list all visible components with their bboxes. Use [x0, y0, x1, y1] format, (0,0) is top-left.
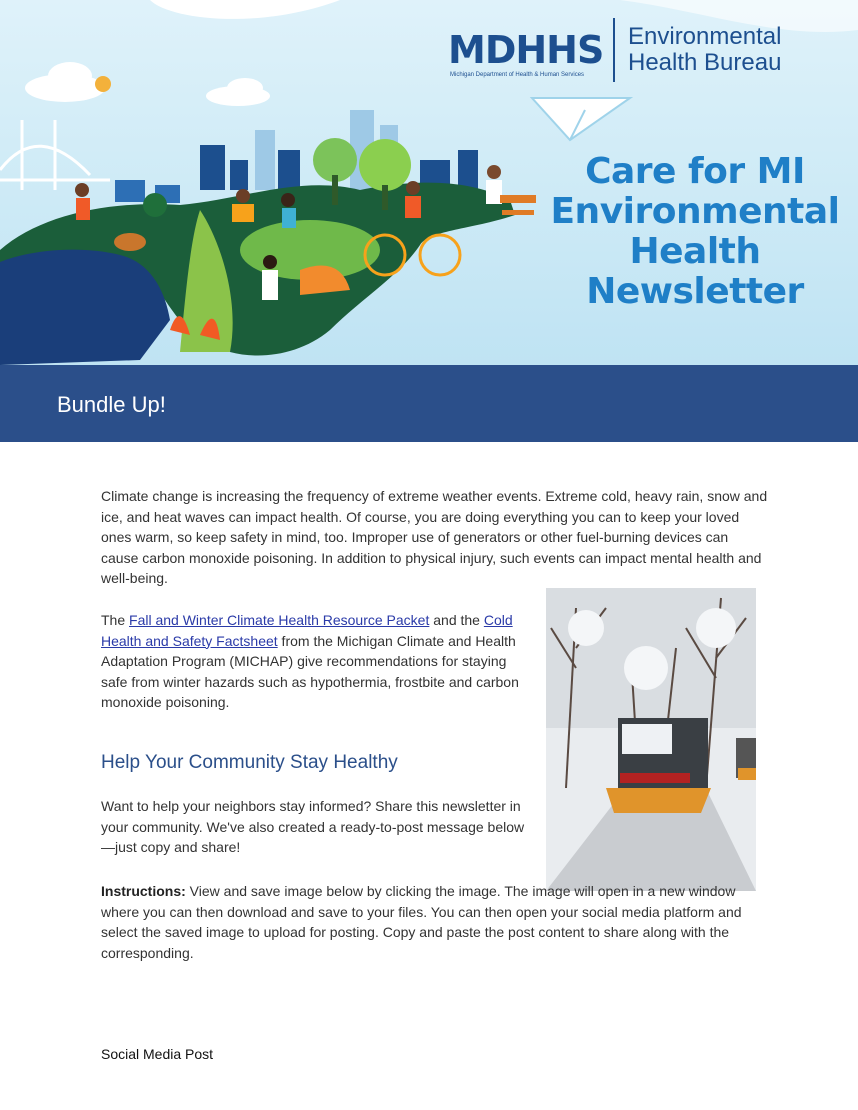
sun-icon — [95, 76, 111, 92]
bureau-line-2: Health Bureau — [628, 49, 782, 76]
title-line-4: Newsletter — [586, 271, 804, 312]
instructions-label: Instructions: — [101, 883, 186, 899]
social-media-post-label: Social Media Post — [101, 1046, 214, 1062]
resource-mid: and the — [429, 612, 484, 628]
bureau-name — [628, 24, 781, 76]
intro-paragraph: Climate change is increasing the frequency of extreme weather events. Extreme cold, heavy rain, snow and ice, and heat waves can impact health. Of course, you are doing everything you can to keep your loved ones warm, so keep safety in mind, too. Improper use of generators or other fuel-burning devices can cause carbon monoxide poisoning. In addition to physical injury, such events can impact mental health and well-being. — [101, 488, 768, 586]
title-line-1: Care for MI — [585, 151, 805, 192]
title-line-2: Environmental — [550, 191, 840, 232]
title-line-3: Health — [629, 231, 761, 272]
section-title: Bundle Up! — [57, 392, 166, 417]
instructions-paragraph — [101, 881, 751, 963]
snowplow-image — [546, 588, 756, 891]
resource-suffix: from the Michigan Climate and Health Adaptation Program (MICHAP) give recommendations for staying safe from winter hazards such as hypothermia, frostbite and carbon monoxide poisoning. — [101, 632, 519, 710]
resource-packet-link[interactable]: Fall and Winter Climate Health Resource Packet — [129, 612, 430, 628]
logo-divider — [613, 18, 615, 82]
snowplow-photo — [546, 588, 756, 891]
community-paragraph: Want to help your neighbors stay informed? Share this newsletter in your community. We've also created a ready-to-post message below—just copy and share! — [101, 798, 525, 855]
logo-mark: MDHHS — [448, 28, 604, 72]
mdhhs-logo — [448, 18, 808, 82]
factsheet-link[interactable]: Cold Health and Safety Factsheet — [101, 612, 513, 649]
bridge-icon — [0, 120, 110, 190]
newsletter-title — [545, 152, 845, 312]
resource-prefix: The — [101, 612, 130, 628]
bureau-line-1: Environmental — [628, 23, 782, 50]
community-heading: Help Your Community Stay Healthy — [101, 752, 398, 773]
instructions-text: View and save image below by clicking the image. The image will open in a new window where you can then download and save to your files. You can then open your social media platform and select the saved image to upload for posting. Copy and paste the post content to share along with the corresponding. — [101, 883, 742, 961]
resource-paragraph — [101, 610, 531, 713]
logo-subtext: Michigan Department of Health & Human Services — [450, 72, 585, 78]
header-banner — [0, 0, 858, 365]
